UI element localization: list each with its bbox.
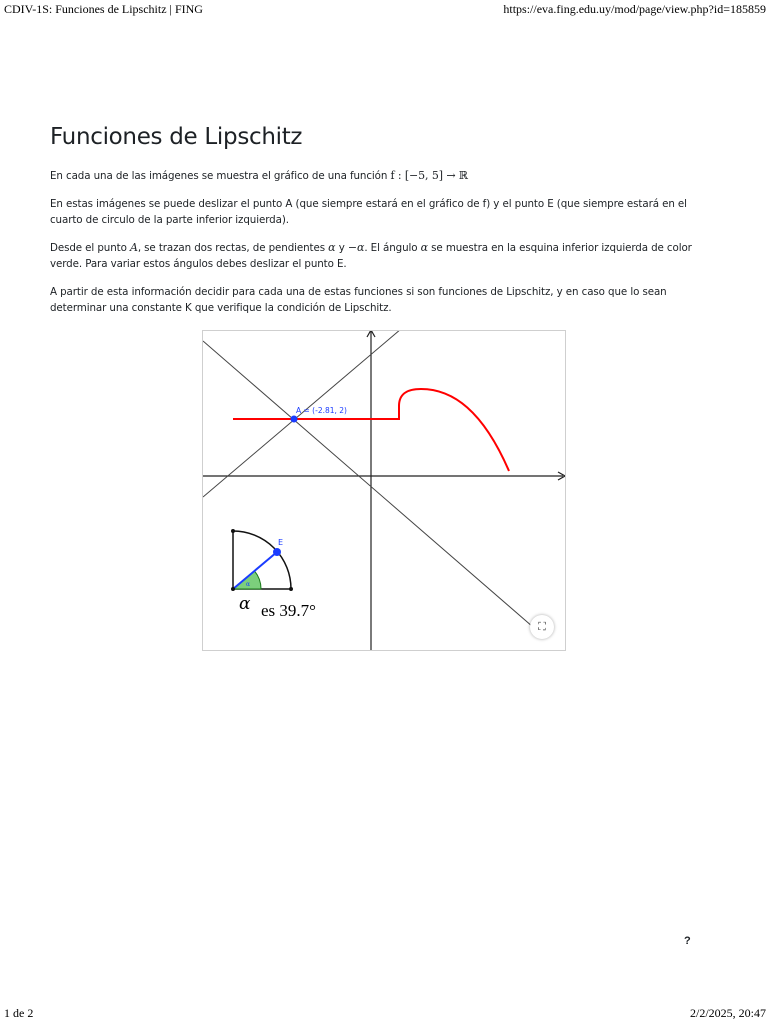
- print-header-url: https://eva.fing.edu.uy/mod/page/view.php?id=185859: [503, 2, 766, 16]
- help-button[interactable]: ?: [684, 935, 691, 947]
- alpha-symbol: α: [239, 594, 251, 614]
- p3-math-alpha: α: [328, 241, 336, 254]
- p3-text-e: se muestra en la esquina inferior izquierda de color verde. Para variar estos ángulos debes deslizar el punto E.: [50, 242, 692, 270]
- p3-text-a: Desde el punto: [50, 242, 130, 254]
- page-title: Funciones de Lipschitz: [50, 124, 303, 150]
- applet-canvas[interactable]: [203, 331, 566, 651]
- p3-math-a: A: [129, 241, 138, 254]
- p1-math: f : [−5, 5] → ℝ: [390, 169, 468, 182]
- top-point: [231, 529, 235, 533]
- print-header-title: CDIV-1S: Funciones de Lipschitz | FING: [4, 2, 203, 16]
- point-e[interactable]: [273, 548, 281, 556]
- main-content: [50, 124, 720, 328]
- point-e-label: E: [278, 538, 284, 547]
- p3-math-alpha-2: α: [420, 241, 428, 254]
- paragraph-1: [50, 168, 720, 184]
- paragraph-2: En estas imágenes se puede deslizar el punto A (que siempre estará en el gráfico de f) y el punto E (que siempre estará en el cuarto de circulo de la parte inferior izquierda).: [50, 198, 687, 226]
- geogebra-applet[interactable]: [202, 330, 566, 651]
- paragraph-4: A partir de esta información decidir para cada una de estas funciones si son funciones de Lipschitz, y en caso que lo sean determinar una constante K que verifique la condición de Lipschitz.: [50, 286, 667, 314]
- print-footer-date: 2/2/2025, 20:47: [689, 1006, 766, 1020]
- fullscreen-button[interactable]: [530, 615, 554, 639]
- p3-math-neg-alpha: −α: [347, 241, 365, 254]
- origin-point: [231, 587, 235, 591]
- fullscreen-icon: ⛶: [538, 620, 546, 633]
- angle-small-label: α: [246, 581, 251, 588]
- print-header: [0, 0, 768, 18]
- p3-text-c: y: [335, 242, 348, 254]
- point-a[interactable]: [291, 416, 298, 423]
- p1-text: En cada una de las imágenes se muestra el gráfico de una función: [50, 170, 391, 182]
- p3-text-b: , se trazan dos rectas, de pendientes: [137, 242, 329, 254]
- angle-value-text: es 39.7°: [261, 601, 316, 620]
- print-footer: [0, 1004, 768, 1024]
- print-footer-page: 1 de 2: [4, 1006, 34, 1020]
- point-a-label: A = (-2.81, 2): [296, 406, 347, 415]
- right-point: [289, 587, 293, 591]
- p3-text-d: . El ángulo: [364, 242, 421, 254]
- paragraph-3: [50, 240, 720, 272]
